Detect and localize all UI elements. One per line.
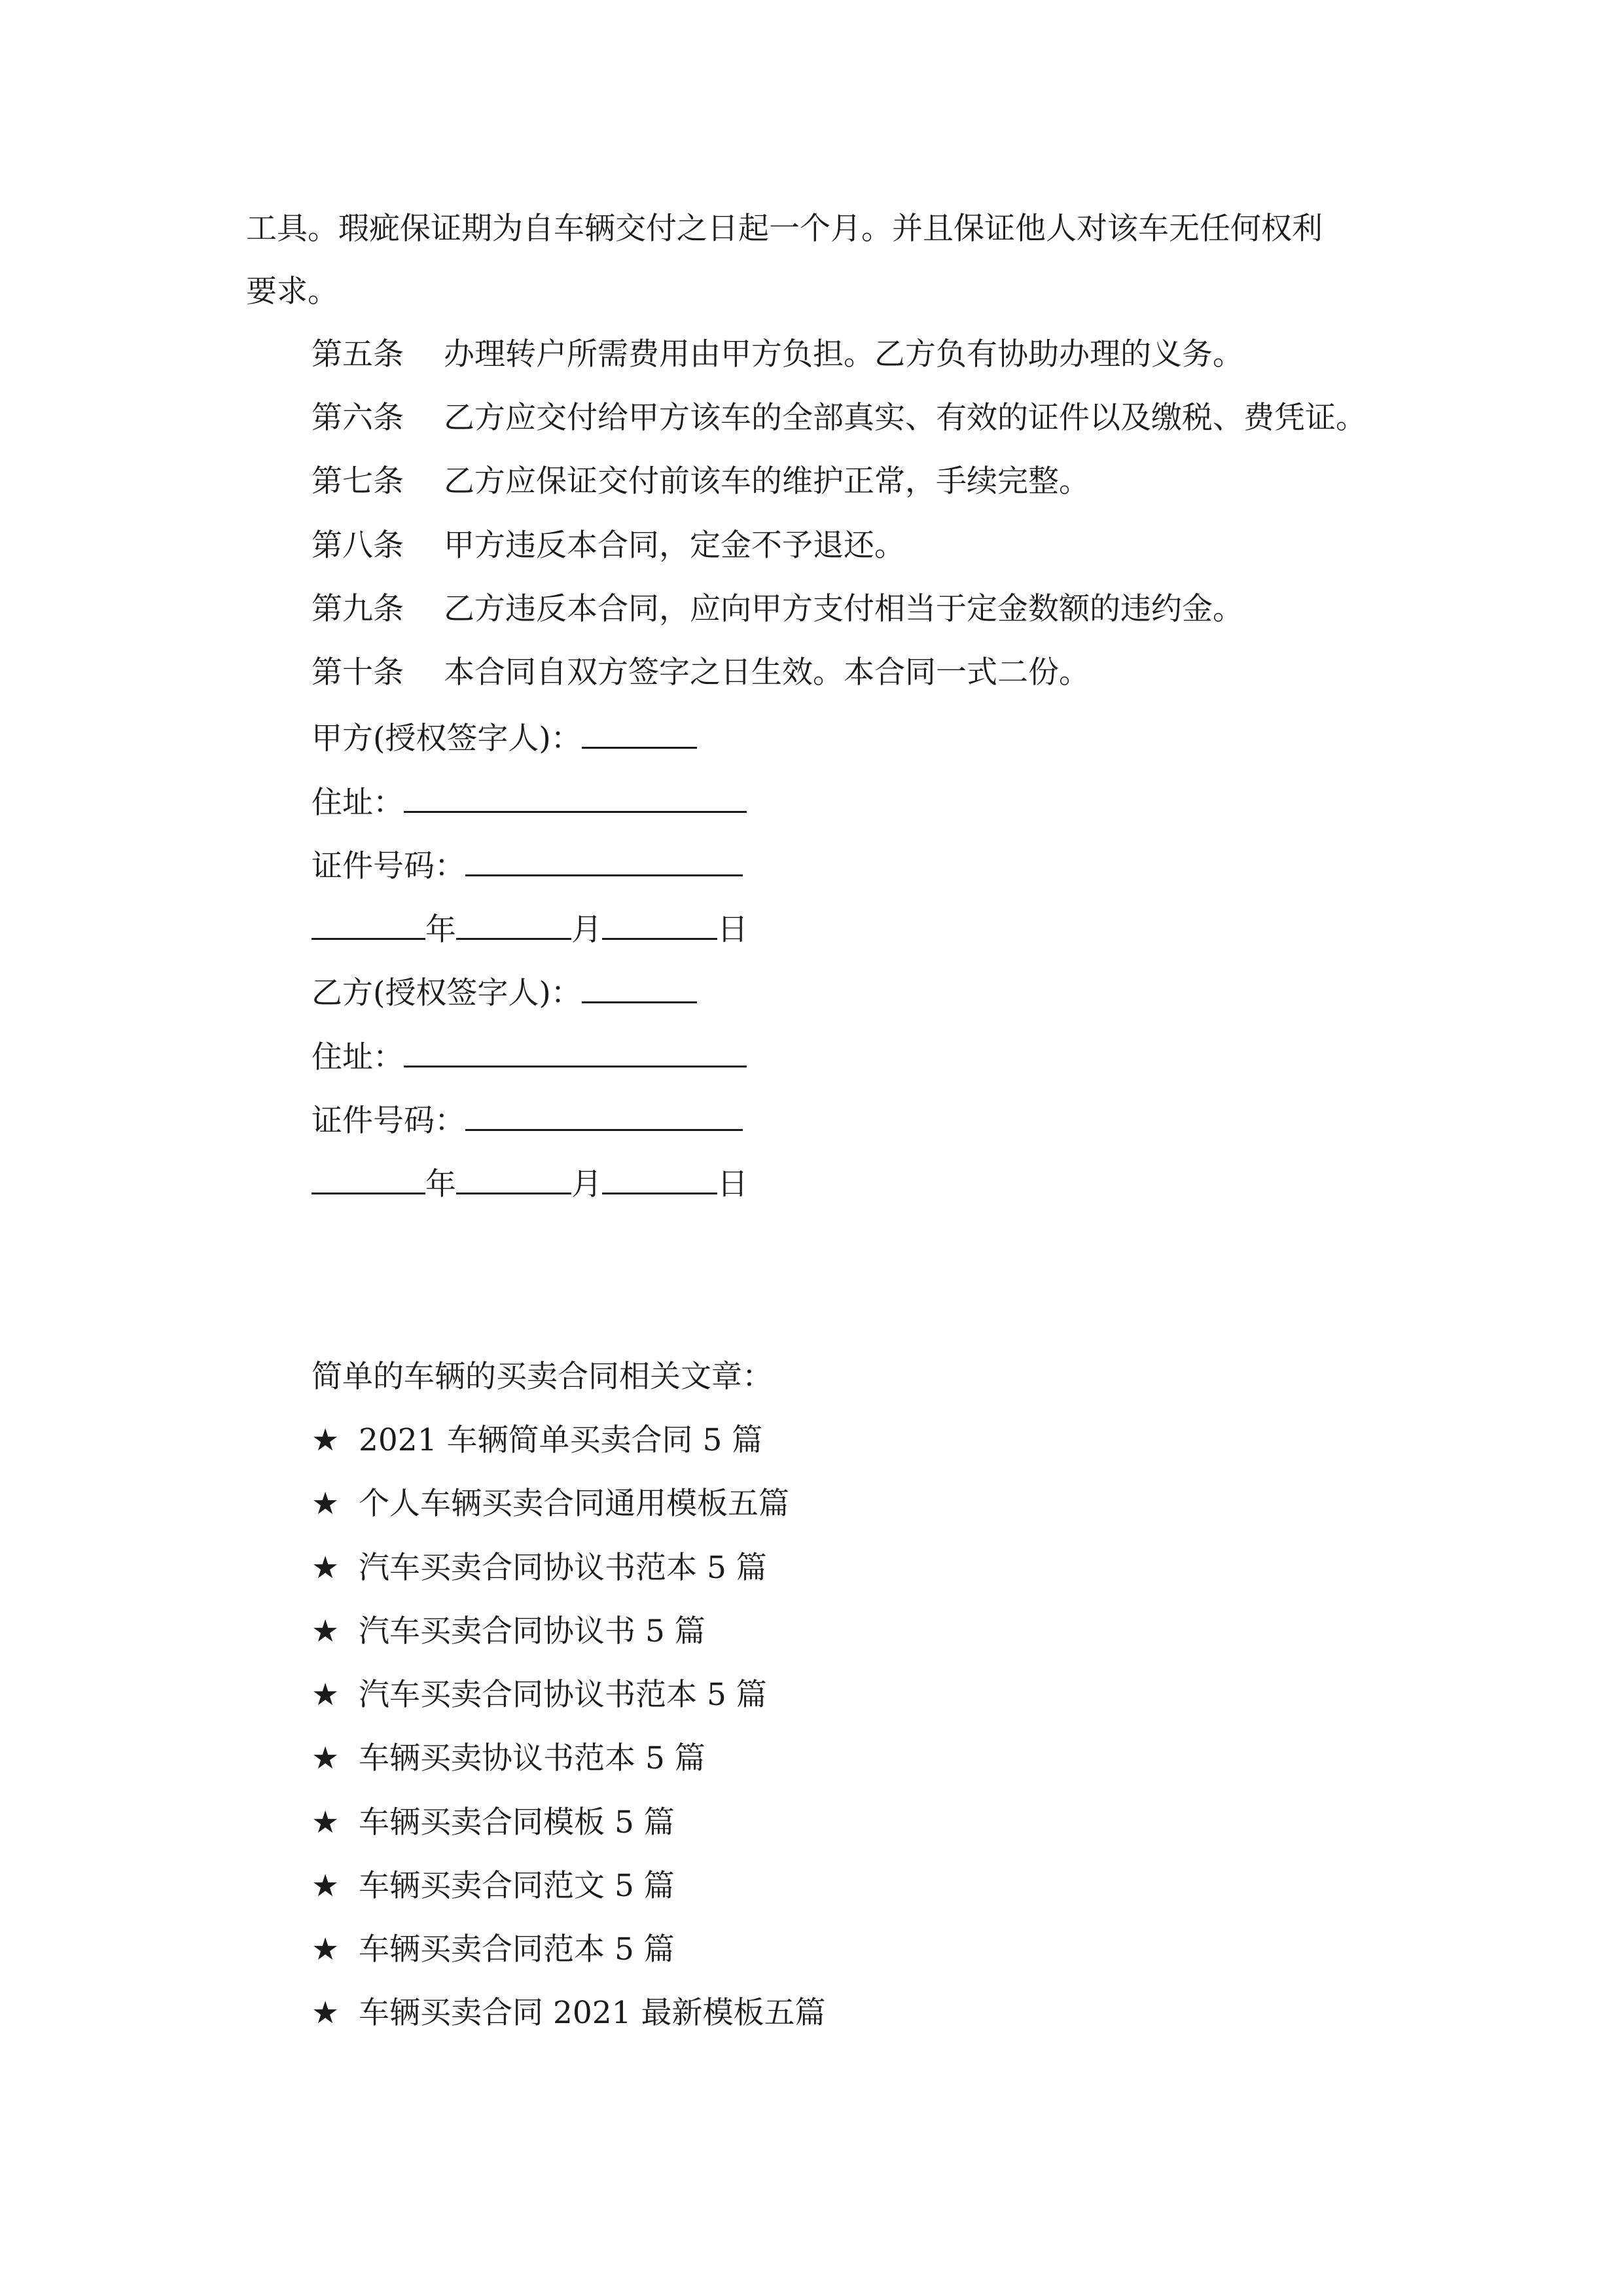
party-a-day-label: 日 [717,912,748,948]
related-article-title[interactable]: 车辆买卖合同范文 5 篇 [359,1868,675,1904]
related-article-link[interactable] [312,1484,789,1524]
star-icon: ★ [312,1550,340,1586]
related-article-title[interactable]: 车辆买卖合同范本 5 篇 [359,1931,675,1967]
party-a-id-label: 证件号码： [312,848,465,884]
party-a-address-blank [404,781,747,813]
star-icon: ★ [312,1422,340,1458]
related-article-link[interactable] [312,1676,767,1715]
article-text: 乙方违反本合同，应向甲方支付相当于定金数额的违约金。 [444,591,1243,627]
party-b-year-blank [312,1162,425,1194]
party-b-signer-row [312,971,697,1013]
related-article-link[interactable] [312,1421,762,1460]
party-a-signer-row [312,717,697,759]
party-a-day-blank [602,908,717,940]
star-icon: ★ [312,1931,340,1967]
article-number: 第十条 [312,655,404,691]
party-b-signer-blank [582,971,697,1003]
party-a-signer-label: 甲方(授权签字人)： [312,721,582,757]
star-icon: ★ [312,1804,340,1840]
star-icon: ★ [312,1677,340,1713]
related-article-link[interactable] [312,1994,826,2033]
related-article-title[interactable]: 车辆买卖合同 2021 最新模板五篇 [359,1995,826,2031]
party-b-id-row [312,1099,743,1141]
related-article-link[interactable] [312,1803,675,1842]
party-b-day-blank [602,1162,717,1194]
related-article-title[interactable]: 2021 车辆简单买卖合同 5 篇 [359,1422,763,1458]
article-text: 本合同自双方签字之日生效。本合同一式二份。 [444,655,1090,691]
related-article-link[interactable] [312,1739,705,1778]
related-article-title[interactable]: 汽车买卖合同协议书范本 5 篇 [359,1677,767,1713]
related-article-title[interactable]: 汽车买卖合同协议书范本 5 篇 [359,1550,767,1586]
party-a-address-label: 住址： [312,785,404,821]
party-b-address-label: 住址： [312,1039,404,1075]
related-article-title[interactable]: 汽车买卖合同协议书 5 篇 [359,1613,705,1649]
party-a-address-row [312,781,747,823]
party-b-address-blank [404,1035,747,1067]
party-a-year-blank [312,908,425,940]
party-b-id-label: 证件号码： [312,1103,465,1139]
party-b-date-row [312,1162,748,1204]
star-icon: ★ [312,1486,340,1522]
article-number: 第六条 [312,400,404,436]
article-6 [312,399,1366,438]
related-article-title[interactable]: 个人车辆买卖合同通用模板五篇 [359,1486,789,1522]
related-article-title[interactable]: 车辆买卖合同模板 5 篇 [359,1804,675,1840]
article-9 [312,590,1243,629]
star-icon: ★ [312,1740,340,1776]
article-text: 乙方应交付给甲方该车的全部真实、有效的证件以及缴税、费凭证。 [444,400,1366,436]
party-a-signer-blank [582,717,697,749]
article-number: 第七条 [312,463,404,499]
related-article-link[interactable] [312,1867,675,1906]
article-number: 第九条 [312,591,404,627]
intro-line-1: 工具。瑕疵保证期为自车辆交付之日起一个月。并且保证他人对该车无任何权利 [246,211,1323,247]
party-a-date-row [312,908,748,950]
article-number: 第八条 [312,528,404,564]
article-text: 甲方违反本合同，定金不予退还。 [444,528,905,564]
party-b-id-blank [465,1099,743,1131]
party-b-signer-label: 乙方(授权签字人)： [312,975,582,1011]
party-b-month-blank [456,1162,571,1194]
party-b-month-label: 月 [571,1166,602,1202]
star-icon: ★ [312,1613,340,1649]
party-a-month-blank [456,908,571,940]
article-text: 办理转户所需费用由甲方负担。乙方负有协助办理的义务。 [444,336,1243,372]
related-article-link[interactable] [312,1930,675,1969]
star-icon: ★ [312,1868,340,1904]
party-a-id-blank [465,844,743,876]
party-b-address-row [312,1035,747,1077]
related-article-link[interactable] [312,1612,705,1651]
star-icon: ★ [312,1995,340,2031]
article-8 [312,526,905,565]
article-7 [312,462,1090,501]
party-a-year-label: 年 [425,912,456,948]
party-b-year-label: 年 [425,1166,456,1202]
party-a-month-label: 月 [571,912,602,948]
article-10 [312,653,1090,692]
article-number: 第五条 [312,336,404,372]
article-5 [312,335,1243,374]
related-article-title[interactable]: 车辆买卖协议书范本 5 篇 [359,1740,705,1776]
party-a-id-row [312,844,743,886]
intro-line-2: 要求。 [246,274,338,310]
related-article-link[interactable] [312,1549,767,1588]
related-articles-heading: 简单的车辆的买卖合同相关文章： [312,1359,773,1395]
article-text: 乙方应保证交付前该车的维护正常，手续完整。 [444,463,1090,499]
party-b-day-label: 日 [717,1166,748,1202]
